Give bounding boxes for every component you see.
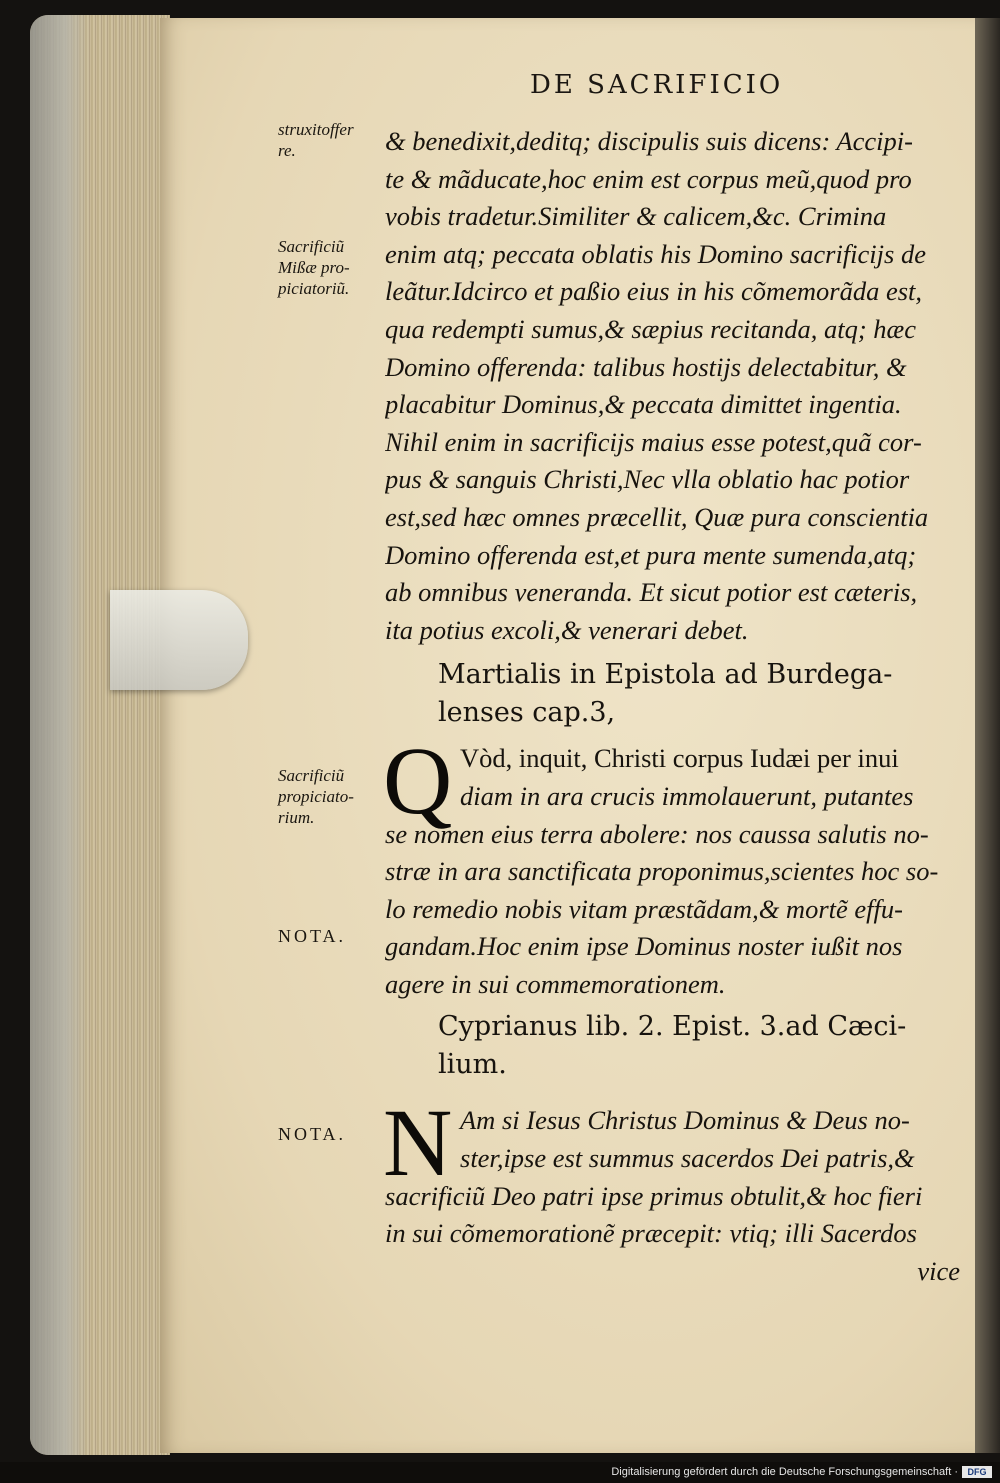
text-line: te & mãducate,hoc enim est corpus meũ,quod pro: [385, 163, 912, 194]
text-line: lo remedio nobis vitam præstãdam,& mortẽ effu-: [385, 893, 903, 924]
paragraph: [383, 727, 960, 1003]
text-line: in sui cõmemorationẽ præcepit: vtiq; illi Sacerdos: [385, 1218, 917, 1249]
margin-note-line: propiciato-: [278, 787, 354, 806]
page-clip-bookmark: [110, 590, 248, 690]
text-line: enim atq; peccata oblatis his Domino sacrificijs de: [385, 238, 926, 269]
section-heading: Cyprianus lib. 2. Epist. 3.ad Cæci-: [438, 1011, 907, 1043]
text-line: ster,ipse est summus sacerdos Dei patris,&: [460, 1143, 915, 1174]
text-line: ab omnibus veneranda. Et sicut potior est cæteris,: [385, 577, 918, 608]
paragraph: [383, 1089, 960, 1290]
section-heading: lium.: [438, 1049, 507, 1081]
section-heading: Martialis in Epistola ad Burdega-: [438, 659, 893, 691]
text-line: placabitur Dominus,& peccata dimittet ingentia.: [385, 389, 902, 420]
text-line: Vòd, inquit, Christi corpus Iudæi per inui: [460, 743, 899, 774]
text-line: qua redempti sumus,& sæpius recitanda, atq; hæc: [385, 313, 916, 344]
margin-note-line: rium.: [278, 808, 315, 827]
margin-note-line: re.: [278, 141, 296, 160]
dfg-logo: DFG: [962, 1466, 992, 1478]
text-line: Nihil enim in sacrificijs maius esse potest,quã cor-: [385, 426, 922, 457]
text-line: diam in ara crucis immolauerunt, putantes: [460, 780, 914, 811]
margin-note-line: piciatoriũ.: [278, 279, 350, 298]
margin-note-nota: NOTA.: [278, 926, 347, 946]
text-line: sacrificiũ Deo patri ipse primus obtulit,& hoc fieri: [385, 1180, 923, 1211]
gutter-shadow: [975, 18, 1000, 1453]
text-line: Domino offerenda: talibus hostijs delectabitur, &: [385, 351, 907, 382]
running-head: DE SACRIFICIO: [530, 70, 784, 100]
text-line: Domino offerenda est,et pura mente sumenda,atq;: [385, 539, 917, 570]
margin-note: [278, 236, 350, 299]
text-line: Am si Iesus Christus Dominus & Deus no-: [460, 1105, 910, 1136]
text-line: leãtur.Idcirco et paßio eius in his cõmemorãda est,: [385, 276, 923, 307]
text-line: & benedixit,deditq; discipulis suis dicens: Accipi-: [385, 126, 913, 156]
margin-note-line: Sacrificiũ: [278, 766, 345, 785]
text-line: est,sed hæc omnes præcellit, Quæ pura conscientia: [385, 501, 929, 532]
text-line: se nomen eius terra abolere: nos caussa salutis no-: [385, 818, 929, 849]
footer-bar: [0, 1462, 1000, 1483]
text-line: vobis tradetur.Similiter & calicem,&c. Crimina: [385, 201, 887, 232]
text-line: agere in sui commemorationem.: [385, 968, 726, 999]
text-line: ita potius excoli,& venerari debet.: [385, 614, 749, 645]
text-line: pus & sanguis Christi,Nec vlla oblatio hac potior: [385, 464, 910, 495]
catchword: vice: [917, 1255, 960, 1286]
funding-notice: Digitalisierung gefördert durch die Deutsche Forschungsgemeinschaft ·: [611, 1466, 958, 1478]
margin-note-line: Sacrificiũ: [278, 237, 345, 256]
text-line: gandam.Hoc enim ipse Dominus noster iußit nos: [385, 931, 903, 962]
margin-note-line: Mißæ pro-: [278, 258, 350, 277]
section-heading: lenses cap.3,: [438, 697, 616, 729]
drop-cap: Q: [383, 727, 453, 835]
margin-note: [278, 119, 354, 161]
drop-cap: N: [383, 1089, 453, 1197]
margin-note: [278, 765, 354, 828]
page-edges: [30, 15, 170, 1455]
text-line: stræ in ara sanctificata proponimus,scientes hoc so-: [385, 856, 939, 887]
margin-note-line: struxitoffer: [278, 120, 354, 139]
main-text: [385, 123, 960, 1290]
margin-note-nota: NOTA.: [278, 1124, 347, 1144]
